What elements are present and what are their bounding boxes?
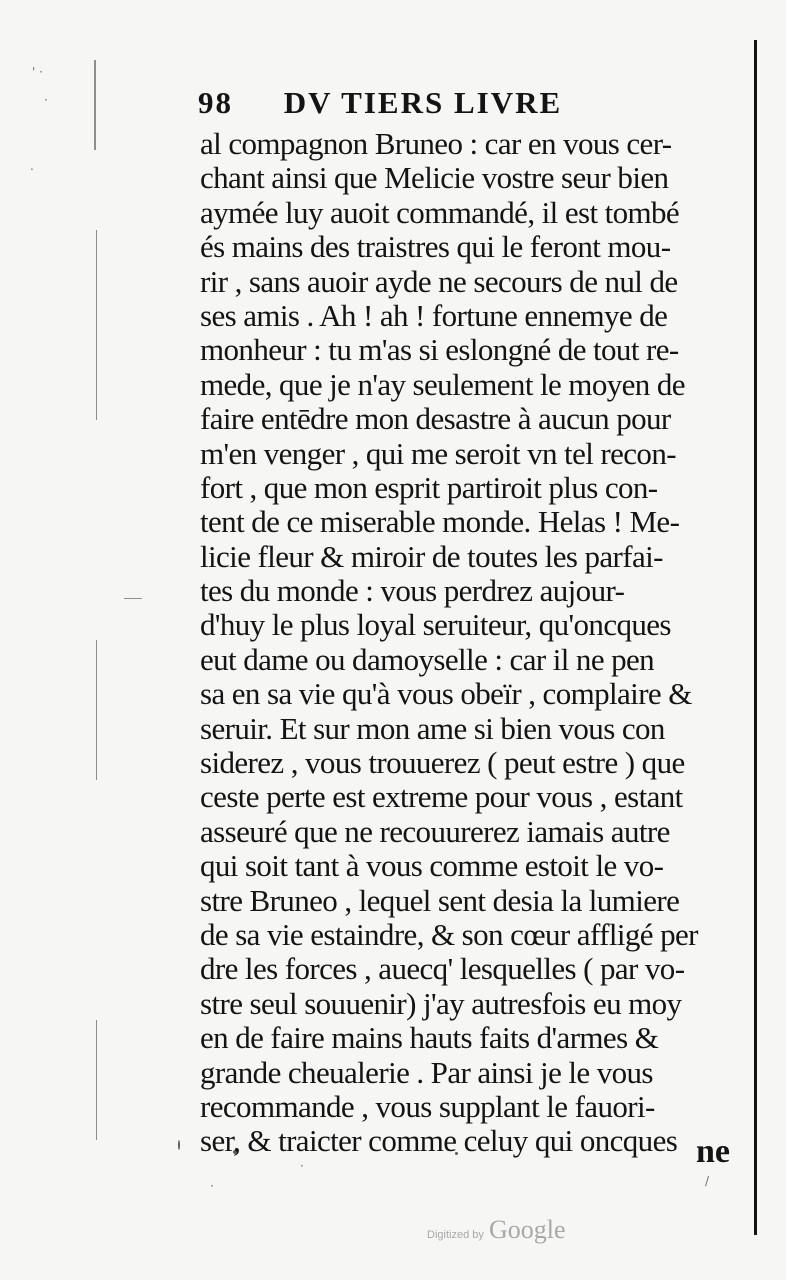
text-line: grande cheualerie . Par ainsi je le vous bbox=[200, 1055, 653, 1090]
text-line: m'en venger , qui me seroit vn tel recon- bbox=[200, 436, 676, 471]
text-line: en de faire mains hauts faits d'armes & bbox=[200, 1021, 659, 1056]
margin-rule bbox=[124, 598, 142, 599]
margin-mark: · bbox=[44, 93, 48, 107]
text-line: tent de ce miserable monde. Helas ! Me- bbox=[200, 505, 680, 540]
margin-mark: / bbox=[705, 1174, 710, 1188]
text-line: faire entēdre mon desastre à aucun pour bbox=[200, 402, 671, 437]
text-line: aymée luy auoit commandé, il est tombé bbox=[200, 195, 680, 230]
text-line: ser, & traicter comme celuy qui oncques bbox=[200, 1124, 678, 1159]
text-line: rir , sans auoir ayde ne secours de nul de bbox=[200, 264, 678, 299]
text-line: ceste perte est extreme pour vous , estant bbox=[200, 780, 683, 815]
text-line: monheur : tu m'as si eslongné de tout re- bbox=[200, 333, 679, 368]
text-line: sa en sa vie qu'à vous obeïr , complaire & bbox=[200, 677, 692, 712]
running-head bbox=[198, 83, 718, 123]
watermark-brand: Google bbox=[488, 1215, 566, 1244]
body-text bbox=[200, 127, 718, 1159]
margin-mark: ' · bbox=[32, 65, 43, 79]
margin-rule bbox=[94, 60, 96, 150]
text-line: asseuré que ne recouurerez iamais autre bbox=[200, 814, 670, 849]
text-line: qui soit tant à vous comme estoit le vo- bbox=[200, 849, 664, 884]
text-line: siderez , vous trouuerez ( peut estre ) que bbox=[200, 746, 685, 781]
margin-mark: · bbox=[300, 1159, 304, 1173]
running-title: DV TIERS LIVRE bbox=[283, 85, 563, 120]
text-line: és mains des traistres qui le feront mou- bbox=[200, 230, 671, 265]
page-number: 98 bbox=[198, 85, 233, 120]
text-line: de sa vie estaindre, & son cœur affligé per bbox=[200, 917, 698, 952]
text-line: al compagnon Bruneo : car en vous cer- bbox=[200, 127, 672, 161]
gutter-edge bbox=[754, 40, 757, 1235]
text-line: chant ainsi que Melicie vostre seur bien bbox=[200, 161, 669, 196]
text-line: ses amis . Ah ! ah ! fortune ennemye de bbox=[200, 298, 668, 333]
text-line: tes du monde : vous perdrez aujour- bbox=[200, 574, 625, 609]
text-line: seruir. Et sur mon ame si bien vous con bbox=[200, 711, 665, 746]
text-line: d'huy le plus loyal seruiteur, qu'oncques bbox=[200, 608, 671, 643]
text-line: stre seul souuenir) j'ay autresfois eu moy bbox=[200, 986, 682, 1021]
text-line: mede, que je n'ay seulement le moyen de bbox=[200, 367, 685, 402]
text-line: recommande , vous supplant le fauori- bbox=[200, 1089, 655, 1124]
text-line: fort , que mon esprit partiroit plus con- bbox=[200, 470, 658, 505]
margin-mark: . bbox=[30, 159, 34, 173]
margin-rule bbox=[96, 230, 97, 420]
watermark-prefix: Digitized by bbox=[427, 1229, 484, 1241]
margin-rule bbox=[96, 1020, 97, 1140]
text-line: licie fleur & miroir de toutes les parfai- bbox=[200, 539, 663, 574]
catchword: ne bbox=[696, 1133, 730, 1170]
text-line: dre les forces , auecq' lesquelles ( par vo- bbox=[200, 952, 685, 987]
digitized-watermark bbox=[427, 1215, 587, 1247]
text-line: eut dame ou damoyselle : car il ne pen bbox=[200, 642, 655, 677]
ink-speck bbox=[178, 1140, 180, 1150]
margin-mark: · bbox=[210, 1179, 214, 1193]
margin-rule bbox=[96, 640, 97, 780]
text-line: stre Bruneo , lequel sent desia la lumiere bbox=[200, 883, 680, 918]
